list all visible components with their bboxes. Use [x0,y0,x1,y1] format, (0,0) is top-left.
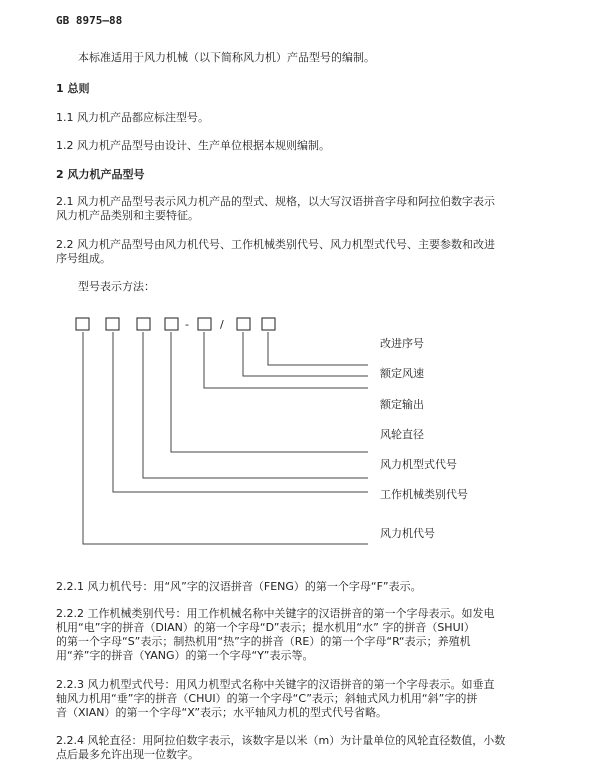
code-box-1 [76,318,89,330]
clause-2-2-4-line-2: 点后最多允许出现一位数字。 [56,748,199,761]
clause-2-1-line-2: 风力机产品类别和主要特征。 [56,209,199,222]
section-1-heading: 1 总则 [56,82,90,95]
leader-improvement-no [268,332,368,365]
code-box-4 [165,318,178,330]
clause-2-2-4-line-1: 2.2.4 风轮直径：用阿拉伯数字表示，该数字是以米（m）为计量单位的风轮直径数值，小数 [56,734,506,747]
clause-1-2: 1.2 风力机产品型号由设计、生产单位根据本规则编制。 [56,139,330,152]
clause-1-1: 1.1 风力机产品都应标注型号。 [56,111,209,124]
notation-method-label: 型号表示方法： [78,280,155,293]
clause-2-2-line-1: 2.2 风力机产品型号由风力机代号、工作机械类别代号、风力机型式代号、主要参数和改进 [56,238,495,251]
clause-2-2-2-line-4: 用“养”字的拼音（YANG）的第一个字母“Y”表示等。 [56,649,314,662]
label-improvement-no: 改进序号 [380,337,424,350]
clause-2-2-3-line-3: 音（XIAN）的第一个字母“X”表示；水平轴风力机的型式代号省略。 [56,706,388,719]
leader-type-code [143,332,368,478]
label-wind-turbine-code: 风力机代号 [380,527,435,540]
section-2-heading: 2 风力机产品型号 [56,168,145,181]
clause-2-2-1: 2.2.1 风力机代号：用“风”字的汉语拼音（FENG）的第一个字母“F”表示。 [56,580,422,593]
clause-2-2-2-line-2: 机用“电”字的拼音（DIAN）的第一个字母“D”表示；提水机用“水” 字的拼音（SHUI） [56,621,475,634]
intro-paragraph: 本标准适用于风力机械（以下简称风力机）产品型号的编制。 [78,51,375,64]
label-type-code: 风力机型式代号 [380,458,457,471]
leader-rated-wind-speed [243,332,368,376]
label-rated-output: 额定输出 [380,398,424,411]
standard-header: GB 8975—88 [56,14,123,27]
clause-2-2-3-line-2: 轴风力机用“垂”字的拼音（CHUI）的第一个字母“C”表示；斜轴式风力机用“斜”字的拼 [56,692,478,705]
leader-work-machine-code [113,332,368,492]
leader-wind-turbine-code [83,332,368,544]
label-work-machine-code: 工作机械类别代号 [380,488,468,501]
code-box-3 [137,318,150,330]
label-rotor-diameter: 风轮直径 [380,428,424,441]
code-box-6 [237,318,250,330]
model-designation-diagram [0,310,600,560]
clause-2-2-2-line-3: 的第一个字母“S”表示；制热机用“热”字的拼音（RE）的第一个字母“R“表示；养殖机 [56,635,471,648]
separator-dash: - [185,318,189,331]
clause-2-2-line-2: 序号组成。 [56,252,111,265]
code-box-5 [198,318,211,330]
code-box-2 [106,318,119,330]
clause-2-1-line-1: 2.1 风力机产品型号表示风力机产品的型式、规格，以大写汉语拼音字母和阿拉伯数字表示 [56,195,495,208]
clause-2-2-3-line-1: 2.2.3 风力机型式代号：用风力机型式名称中关键字的汉语拼音的第一个字母表示。如垂直 [56,678,495,691]
leader-rated-output [204,332,368,388]
leader-rotor-diameter [171,332,368,452]
code-box-7 [262,318,275,330]
separator-slash: / [220,318,224,331]
clause-2-2-2-line-1: 2.2.2 工作机械类别代号：用工作机械名称中关键字的汉语拼音的第一个字母表示。如发电 [56,607,495,620]
label-rated-wind-speed: 额定风速 [380,367,424,380]
